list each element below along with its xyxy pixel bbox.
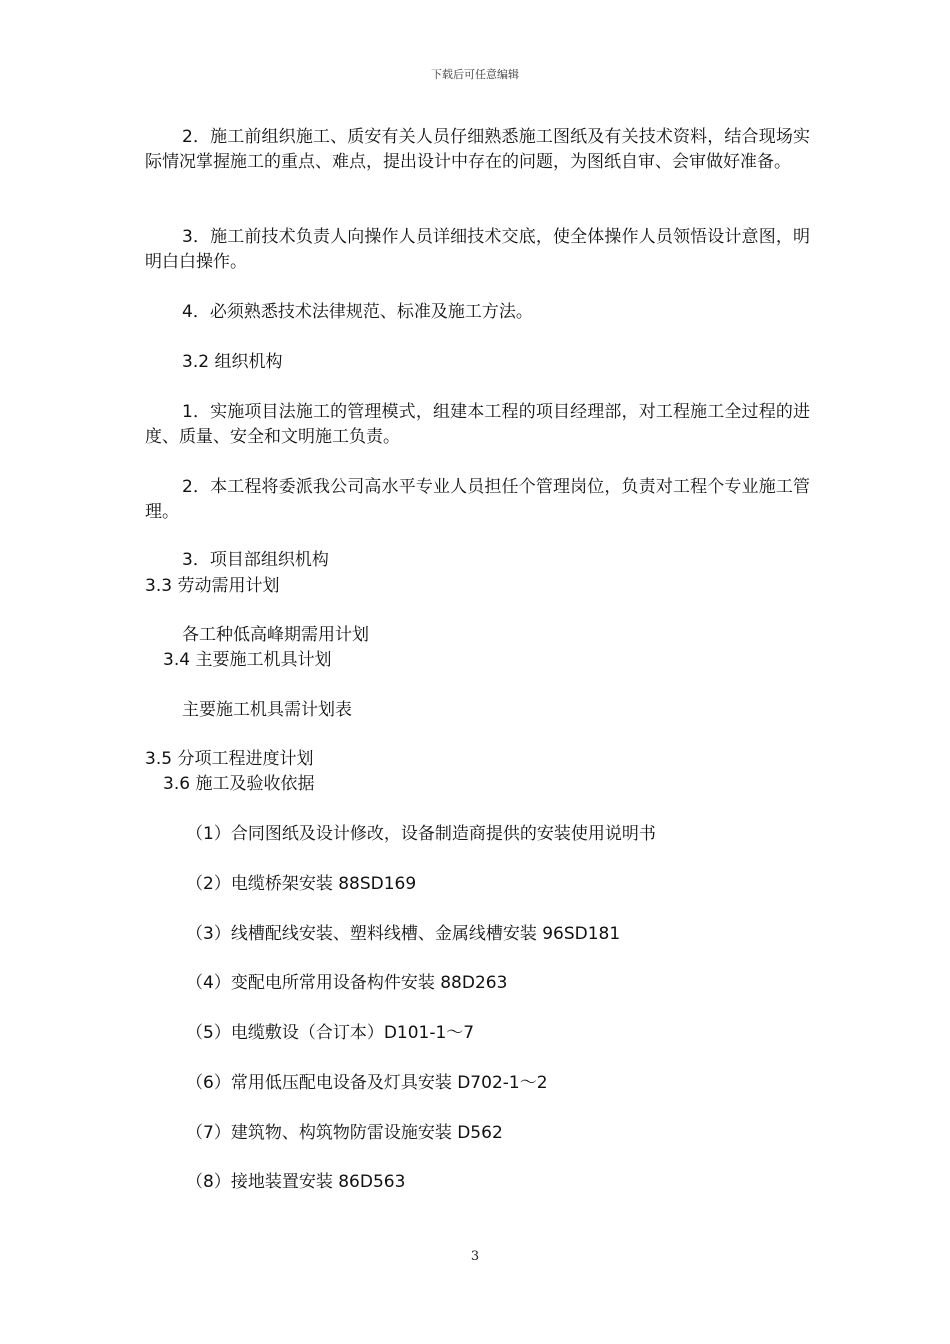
basis-item: （4）变配电所常用设备构件安装 88D263	[186, 973, 508, 993]
section-heading-3-4: 3.4 主要施工机具计划	[163, 650, 332, 670]
section-heading-3-3: 3.3 劳动需用计划	[145, 576, 280, 596]
paragraph-org-1: 1．实施项目法施工的管理模式，组建本工程的项目经理部，对工程施工全过程的进度、质量、安全和文明施工负责。	[145, 402, 810, 447]
page-number: 3	[470, 1249, 480, 1264]
paragraph-org-3: 3．项目部组织机构	[182, 550, 329, 570]
paragraph-prep-3: 3．施工前技术负责人向操作人员详细技术交底，使全体操作人员领悟设计意图，明明白白操作。	[145, 227, 810, 272]
section-heading-3-2: 3.2 组织机构	[182, 352, 283, 372]
basis-item: （3）线槽配线安装、塑料线槽、金属线槽安装 96SD181	[186, 924, 621, 944]
section-heading-3-5: 3.5 分项工程进度计划	[145, 749, 314, 769]
basis-item: （2）电缆桥架安装 88SD169	[186, 874, 417, 894]
paragraph-equipment-table: 主要施工机具需计划表	[182, 700, 352, 720]
basis-item: （5）电缆敷设（合订本）D101-1～7	[186, 1023, 475, 1043]
basis-item: （1）合同图纸及设计修改，设备制造商提供的安装使用说明书	[186, 824, 656, 844]
paragraph-prep-4: 4．必须熟悉技术法律规范、标准及施工方法。	[182, 302, 533, 322]
paragraph-prep-2: 2．施工前组织施工、质安有关人员仔细熟悉施工图纸及有关技术资料，结合现场实际情况掌握施工的重点、难点，提出设计中存在的问题，为图纸自审、会审做好准备。	[145, 127, 810, 172]
basis-item: （6）常用低压配电设备及灯具安装 D702-1～2	[186, 1073, 548, 1093]
paragraph-labor-plan: 各工种低高峰期需用计划	[182, 625, 369, 645]
basis-item: （8）接地装置安装 86D563	[186, 1172, 406, 1192]
paragraph-org-2: 2．本工程将委派我公司高水平专业人员担任个管理岗位，负责对工程个专业施工管理。	[145, 477, 810, 522]
section-heading-3-6: 3.6 施工及验收依据	[163, 774, 315, 794]
basis-item: （7）建筑物、构筑物防雷设施安装 D562	[186, 1123, 503, 1143]
page-header: 下载后可任意编辑	[431, 68, 519, 81]
